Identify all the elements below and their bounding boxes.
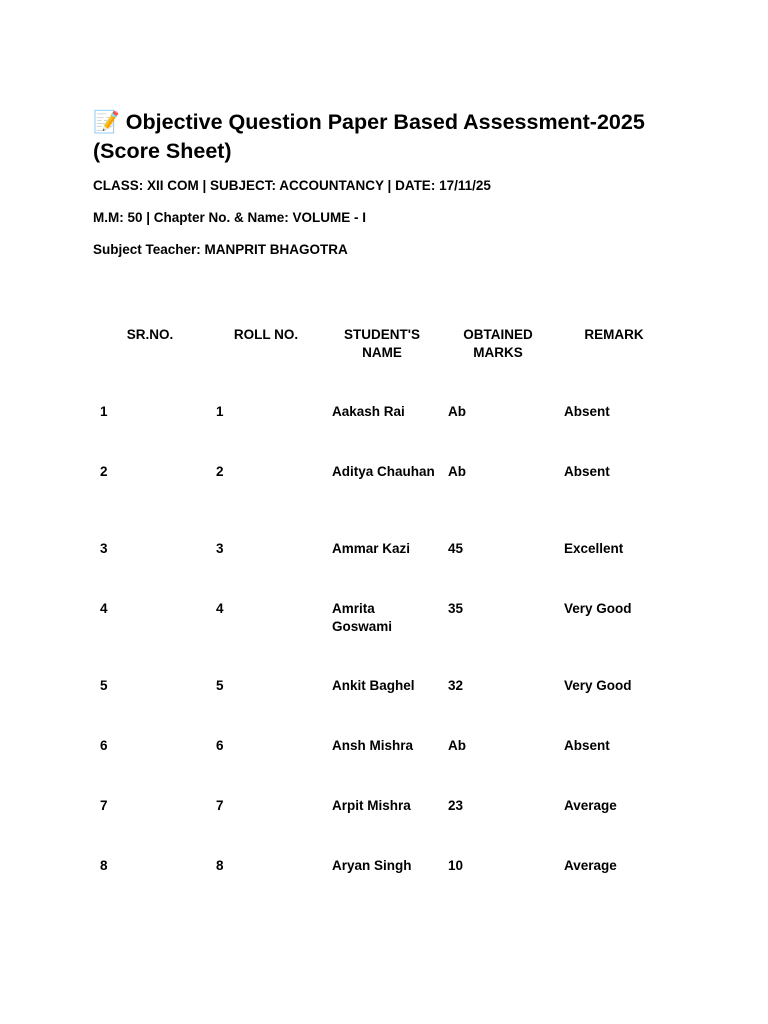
- header-roll-no: ROLL NO.: [233, 327, 299, 342]
- cell-marks: 45: [448, 541, 464, 556]
- table-header-row: [92, 326, 672, 403]
- cell-marks: Ab: [448, 738, 466, 753]
- cell-remark: Average: [564, 798, 617, 813]
- cell-sr-no: 3: [100, 541, 108, 556]
- cell-sr-no: 7: [100, 798, 108, 813]
- cell-marks: Ab: [448, 404, 466, 419]
- cell-sr-no: 4: [100, 601, 108, 616]
- score-table: [92, 326, 672, 917]
- cell-student-name: Aakash Rai: [332, 404, 405, 419]
- cell-roll-no: 8: [216, 858, 224, 873]
- header-student-name: STUDENT'S NAME: [344, 327, 420, 360]
- cell-roll-no: 6: [216, 738, 224, 753]
- table-row: [92, 463, 672, 540]
- header-obtained-marks: OBTAINED MARKS: [463, 327, 533, 360]
- table-row: [92, 540, 672, 600]
- cell-sr-no: 5: [100, 678, 108, 693]
- max-marks-chapter-line: M.M: 50 | Chapter No. & Name: VOLUME - I: [93, 210, 367, 225]
- title-text: Objective Question Paper Based Assessment-2025 (Score Sheet): [93, 110, 645, 163]
- cell-student-name: Ammar Kazi: [332, 541, 411, 556]
- header-sr-no: SR.NO.: [126, 327, 174, 342]
- cell-student-name: Ansh Mishra: [332, 738, 414, 753]
- cell-marks: 35: [448, 601, 464, 616]
- memo-icon: 📝: [93, 110, 120, 135]
- cell-remark: Very Good: [564, 601, 632, 616]
- cell-student-name: Arpit Mishra: [332, 798, 411, 813]
- cell-remark: Absent: [564, 404, 610, 419]
- cell-student-name: Ankit Baghel: [332, 678, 415, 693]
- page-title: [93, 108, 713, 165]
- table-row: [92, 677, 672, 737]
- cell-sr-no: 6: [100, 738, 108, 753]
- cell-remark: Absent: [564, 738, 610, 753]
- table-row: [92, 797, 672, 857]
- cell-roll-no: 7: [216, 798, 224, 813]
- cell-roll-no: 3: [216, 541, 224, 556]
- subject-teacher-line: Subject Teacher: MANPRIT BHAGOTRA: [93, 242, 348, 257]
- cell-student-name: Amrita Goswami: [332, 601, 393, 634]
- table-row: [92, 737, 672, 797]
- cell-marks: Ab: [448, 464, 466, 479]
- cell-sr-no: 2: [100, 464, 108, 479]
- cell-roll-no: 2: [216, 464, 224, 479]
- cell-sr-no: 8: [100, 858, 108, 873]
- table-row: [92, 403, 672, 463]
- cell-roll-no: 5: [216, 678, 224, 693]
- cell-remark: Absent: [564, 464, 610, 479]
- cell-marks: 23: [448, 798, 464, 813]
- cell-remark: Excellent: [564, 541, 624, 556]
- cell-marks: 10: [448, 858, 464, 873]
- cell-student-name: Aryan Singh: [332, 858, 412, 873]
- table-row: [92, 857, 672, 917]
- cell-remark: Very Good: [564, 678, 632, 693]
- class-subject-date-line: CLASS: XII COM | SUBJECT: ACCOUNTANCY | DATE: 17/11/25: [93, 178, 491, 193]
- cell-remark: Average: [564, 858, 617, 873]
- cell-roll-no: 1: [216, 404, 224, 419]
- cell-student-name: Aditya Chauhan: [332, 464, 435, 479]
- cell-sr-no: 1: [100, 404, 108, 419]
- table-row: [92, 600, 672, 677]
- header-remark: REMARK: [584, 327, 644, 342]
- cell-marks: 32: [448, 678, 464, 693]
- cell-roll-no: 4: [216, 601, 224, 616]
